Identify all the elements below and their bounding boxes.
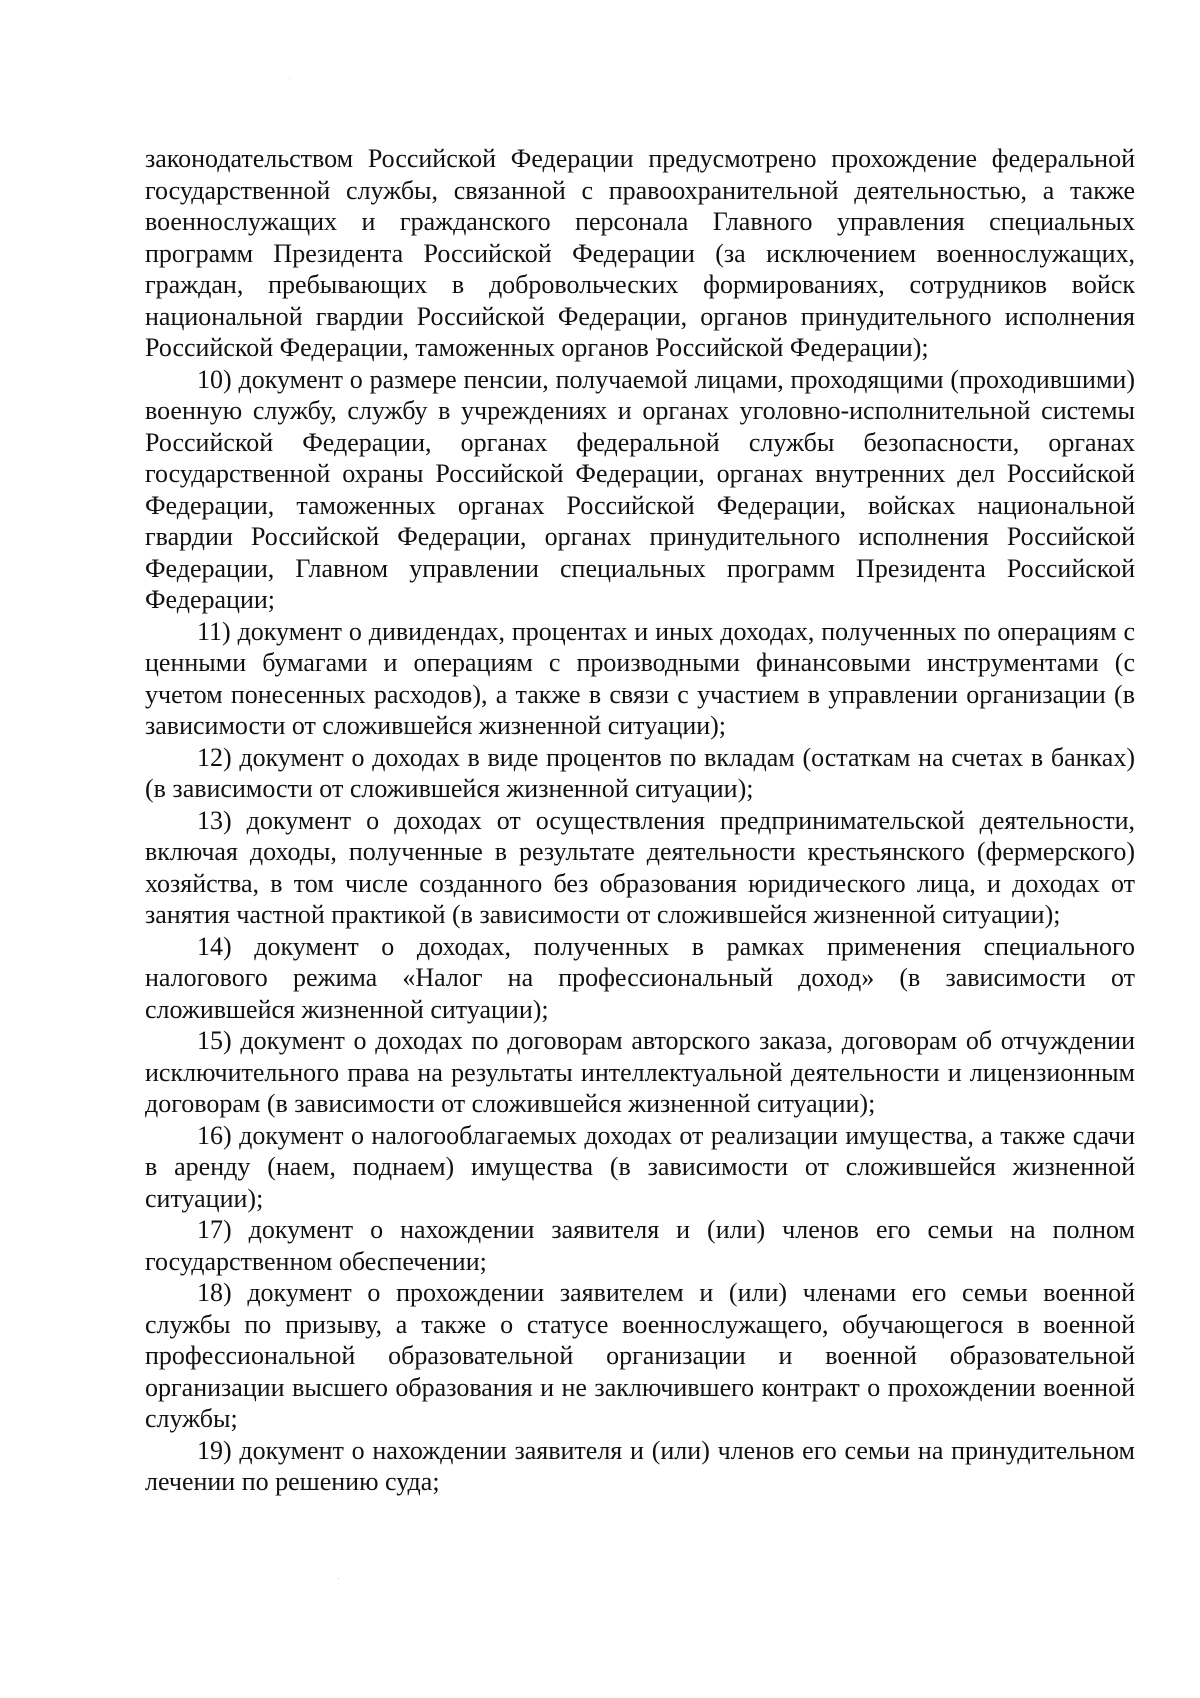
list-item-15: 15) документ о доходах по договорам авторского заказа, договорам об отчуждении исключительного права на результаты интеллектуальной деятельности и лицензионным договорам (в зависимости от сложившейся жизненной ситуации); — [145, 1026, 1135, 1118]
document-body — [145, 143, 1135, 1498]
list-item-10: 10) документ о размере пенсии, получаемой лицами, проходящими (проходившими) военную службу, службу в учреждениях и органах уголовно-исполнительной системы Российской Федерации, органах федеральной службы безопасности, органах государственной охраны Российской Федерации, органах внутренних дел Российской Федерации, таможенных органах Российской Федерации, войсках национальной гвардии Российской Федерации, органах принудительного исполнения Российской Федерации, Главном управлении специальных программ Президента Российской Федерации; — [145, 364, 1135, 614]
list-item-14: 14) документ о доходах, полученных в рамках применения специального налогового режима «Налог на профессиональный доход» (в зависимости от сложившейся жизненной ситуации); — [145, 931, 1135, 1024]
scan-speck — [289, 78, 290, 79]
list-item-17: 17) документ о нахождении заявителя и (или) членов его семьи на полном государственном обеспечении; — [145, 1215, 1135, 1276]
list-item-19: 19) документ о нахождении заявителя и (или) членов его семьи на принудительном лечении по решению суда; — [145, 1435, 1135, 1496]
scan-speck — [338, 1578, 339, 1579]
list-item-12: 12) документ о доходах в виде процентов по вкладам (остаткам на счетах в банках) (в зависимости от сложившейся жизненной ситуации); — [145, 742, 1135, 803]
list-item-18: 18) документ о прохождении заявителем и (или) членами его семьи военной службы по призыву, а также о статусе военнослужащего, обучающегося в военной профессиональной образовательной организации и военной образовательной организации высшего образования и не заключившего контракт о прохождении военной службы; — [145, 1278, 1135, 1433]
list-item-16: 16) документ о налогооблагаемых доходах от реализации имущества, а также сдачи в аренду (наем, поднаем) имущества (в зависимости от сложившейся жизненной ситуации); — [145, 1120, 1135, 1213]
list-item-13: 13) документ о доходах от осуществления предпринимательской деятельности, включая доходы, полученные в результате деятельности крестьянского (фермерского) хозяйства, в том числе созданного без образования юридического лица, и доходах от занятия частной практикой (в зависимости от сложившейся жизненной ситуации); — [145, 805, 1135, 929]
list-item-11: 11) документ о дивидендах, процентах и иных доходах, полученных по операциям с ценными бумагами и операциям с производными финансовыми инструментами (с учетом понесенных расходов), а также в связи с участием в управлении организации (в зависимости от сложившейся жизненной ситуации); — [145, 616, 1135, 740]
paragraph-continuation: законодательством Российской Федерации предусмотрено прохождение федеральной государственной службы, связанной с правоохранительной деятельностью, а также военнослужащих и гражданского персонала Главного управления специальных программ Президента Российской Федерации (за исключением военнослужащих, граждан, пребывающих в добровольческих формированиях, сотрудников войск национальной гвардии Российской Федерации, органов принудительного исполнения Российской Федерации, таможенных органов Российской Федерации); — [145, 144, 1135, 362]
